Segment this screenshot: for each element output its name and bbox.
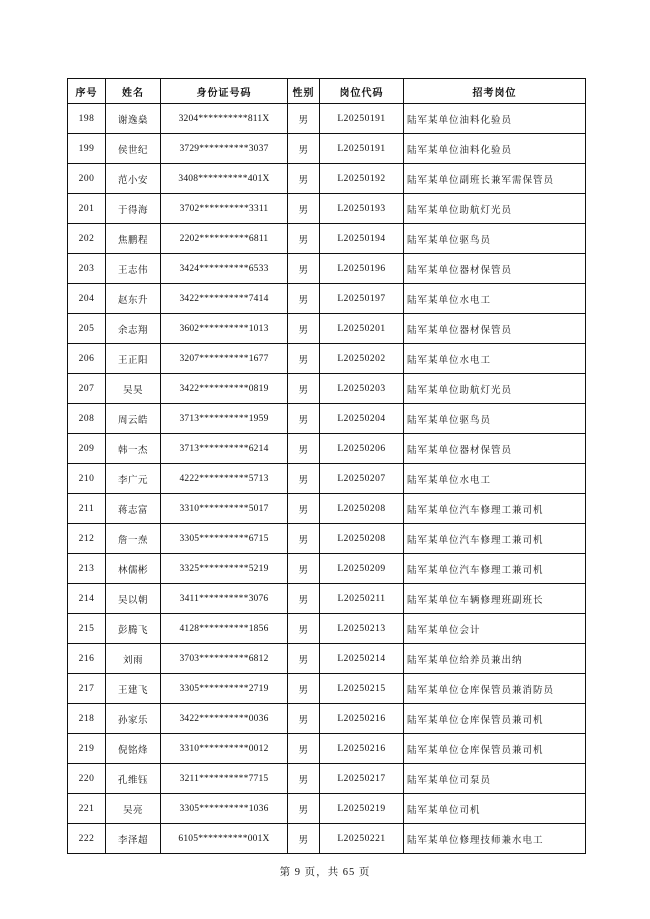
cell-name: 吴亮 — [106, 794, 161, 824]
cell-job-code: L20250209 — [320, 554, 404, 584]
cell-index: 211 — [68, 494, 106, 524]
cell-name: 谢逸燊 — [106, 104, 161, 134]
cell-id-number: 3310**********5017 — [161, 494, 288, 524]
cell-name: 韩一杰 — [106, 434, 161, 464]
cell-job-title: 陆军某单位给养员兼出纳 — [404, 644, 586, 674]
cell-id-number: 3305**********1036 — [161, 794, 288, 824]
cell-index: 198 — [68, 104, 106, 134]
cell-name: 余志翔 — [106, 314, 161, 344]
header-cell-name: 姓名 — [106, 79, 161, 104]
cell-index: 219 — [68, 734, 106, 764]
table-row — [68, 254, 586, 284]
roster-table-container — [67, 78, 586, 854]
cell-job-title: 陆军某单位会计 — [404, 614, 586, 644]
cell-id-number: 6105**********001X — [161, 824, 288, 854]
cell-job-title: 陆军某单位副班长兼军需保管员 — [404, 164, 586, 194]
cell-job-code: L20250208 — [320, 524, 404, 554]
cell-index: 206 — [68, 344, 106, 374]
cell-job-code: L20250217 — [320, 764, 404, 794]
header-cell-index: 序号 — [68, 79, 106, 104]
cell-gender: 男 — [288, 614, 320, 644]
table-row — [68, 134, 586, 164]
cell-id-number: 4128**********1856 — [161, 614, 288, 644]
cell-job-code: L20250206 — [320, 434, 404, 464]
header-cell-job-code: 岗位代码 — [320, 79, 404, 104]
table-row — [68, 284, 586, 314]
cell-index: 205 — [68, 314, 106, 344]
cell-name: 刘雨 — [106, 644, 161, 674]
table-row — [68, 674, 586, 704]
cell-id-number: 3411**********3076 — [161, 584, 288, 614]
page-number-footer: 第 9 页，共 65 页 — [279, 867, 371, 878]
cell-job-title: 陆军某单位车辆修理班副班长 — [404, 584, 586, 614]
cell-name: 蒋志富 — [106, 494, 161, 524]
cell-job-code: L20250215 — [320, 674, 404, 704]
table-row — [68, 554, 586, 584]
cell-gender: 男 — [288, 404, 320, 434]
cell-job-code: L20250194 — [320, 224, 404, 254]
cell-index: 215 — [68, 614, 106, 644]
cell-name: 焦鹏程 — [106, 224, 161, 254]
cell-job-title: 陆军某单位器材保管员 — [404, 254, 586, 284]
cell-id-number: 3207**********1677 — [161, 344, 288, 374]
table-row — [68, 374, 586, 404]
cell-name: 孙家乐 — [106, 704, 161, 734]
cell-index: 201 — [68, 194, 106, 224]
table-row — [68, 614, 586, 644]
cell-job-code: L20250201 — [320, 314, 404, 344]
cell-name: 孔维钰 — [106, 764, 161, 794]
cell-name: 王建飞 — [106, 674, 161, 704]
cell-gender: 男 — [288, 824, 320, 854]
cell-job-title: 陆军某单位仓库保管员兼司机 — [404, 704, 586, 734]
cell-id-number: 3305**********6715 — [161, 524, 288, 554]
table-row — [68, 494, 586, 524]
cell-id-number: 3310**********0012 — [161, 734, 288, 764]
header-row — [68, 79, 586, 104]
cell-job-code: L20250211 — [320, 584, 404, 614]
cell-job-title: 陆军某单位器材保管员 — [404, 434, 586, 464]
cell-name: 林儒彬 — [106, 554, 161, 584]
cell-name: 周云皓 — [106, 404, 161, 434]
cell-job-code: L20250219 — [320, 794, 404, 824]
cell-id-number: 3204**********811X — [161, 104, 288, 134]
table-row — [68, 584, 586, 614]
cell-index: 216 — [68, 644, 106, 674]
cell-index: 210 — [68, 464, 106, 494]
cell-index: 220 — [68, 764, 106, 794]
cell-id-number: 3325**********5219 — [161, 554, 288, 584]
cell-gender: 男 — [288, 134, 320, 164]
cell-job-title: 陆军某单位水电工 — [404, 284, 586, 314]
cell-id-number: 3422**********0036 — [161, 704, 288, 734]
table-row — [68, 734, 586, 764]
cell-gender: 男 — [288, 374, 320, 404]
cell-id-number: 3602**********1013 — [161, 314, 288, 344]
header-cell-id-number: 身份证号码 — [161, 79, 288, 104]
cell-job-code: L20250191 — [320, 134, 404, 164]
cell-id-number: 3424**********6533 — [161, 254, 288, 284]
cell-job-code: L20250204 — [320, 404, 404, 434]
cell-job-code: L20250192 — [320, 164, 404, 194]
cell-job-code: L20250203 — [320, 374, 404, 404]
cell-gender: 男 — [288, 554, 320, 584]
table-row — [68, 344, 586, 374]
cell-job-code: L20250221 — [320, 824, 404, 854]
cell-job-title: 陆军某单位水电工 — [404, 344, 586, 374]
cell-id-number: 3305**********2719 — [161, 674, 288, 704]
cell-index: 214 — [68, 584, 106, 614]
cell-index: 203 — [68, 254, 106, 284]
cell-id-number: 3703**********6812 — [161, 644, 288, 674]
cell-gender: 男 — [288, 794, 320, 824]
cell-gender: 男 — [288, 734, 320, 764]
cell-gender: 男 — [288, 464, 320, 494]
cell-job-title: 陆军某单位驱鸟员 — [404, 404, 586, 434]
cell-job-title: 陆军某单位汽车修理工兼司机 — [404, 554, 586, 584]
cell-job-code: L20250196 — [320, 254, 404, 284]
table-row — [68, 524, 586, 554]
cell-name: 吴以朝 — [106, 584, 161, 614]
table-row — [68, 644, 586, 674]
cell-job-title: 陆军某单位汽车修理工兼司机 — [404, 524, 586, 554]
cell-job-code: L20250193 — [320, 194, 404, 224]
cell-name: 倪铭烽 — [106, 734, 161, 764]
cell-index: 218 — [68, 704, 106, 734]
cell-gender: 男 — [288, 704, 320, 734]
cell-id-number: 3713**********1959 — [161, 404, 288, 434]
cell-job-code: L20250216 — [320, 704, 404, 734]
table-row — [68, 464, 586, 494]
cell-id-number: 4222**********5713 — [161, 464, 288, 494]
cell-job-title: 陆军某单位仓库保管员兼司机 — [404, 734, 586, 764]
cell-gender: 男 — [288, 164, 320, 194]
cell-name: 詹一焘 — [106, 524, 161, 554]
cell-gender: 男 — [288, 254, 320, 284]
cell-job-title: 陆军某单位司机 — [404, 794, 586, 824]
cell-job-title: 陆军某单位汽车修理工兼司机 — [404, 494, 586, 524]
table-row — [68, 704, 586, 734]
table-row — [68, 104, 586, 134]
cell-index: 213 — [68, 554, 106, 584]
cell-gender: 男 — [288, 194, 320, 224]
table-row — [68, 314, 586, 344]
cell-name: 王志伟 — [106, 254, 161, 284]
cell-name: 于得海 — [106, 194, 161, 224]
cell-job-title: 陆军某单位司泵员 — [404, 764, 586, 794]
cell-index: 204 — [68, 284, 106, 314]
table-row — [68, 224, 586, 254]
cell-name: 侯世纪 — [106, 134, 161, 164]
cell-gender: 男 — [288, 104, 320, 134]
cell-id-number: 3729**********3037 — [161, 134, 288, 164]
cell-gender: 男 — [288, 314, 320, 344]
cell-index: 202 — [68, 224, 106, 254]
cell-index: 222 — [68, 824, 106, 854]
cell-gender: 男 — [288, 584, 320, 614]
table-body — [68, 104, 586, 854]
cell-index: 221 — [68, 794, 106, 824]
cell-job-title: 陆军某单位器材保管员 — [404, 314, 586, 344]
cell-index: 200 — [68, 164, 106, 194]
cell-name: 彭腾飞 — [106, 614, 161, 644]
cell-gender: 男 — [288, 644, 320, 674]
cell-id-number: 3211**********7715 — [161, 764, 288, 794]
cell-name: 吴昊 — [106, 374, 161, 404]
cell-job-code: L20250191 — [320, 104, 404, 134]
cell-job-title: 陆军某单位水电工 — [404, 464, 586, 494]
cell-gender: 男 — [288, 434, 320, 464]
table-row — [68, 794, 586, 824]
table-row — [68, 194, 586, 224]
cell-id-number: 3422**********0819 — [161, 374, 288, 404]
cell-index: 199 — [68, 134, 106, 164]
cell-id-number: 3408**********401X — [161, 164, 288, 194]
cell-name: 王正阳 — [106, 344, 161, 374]
cell-index: 208 — [68, 404, 106, 434]
cell-job-title: 陆军某单位仓库保管员兼消防员 — [404, 674, 586, 704]
cell-id-number: 3422**********7414 — [161, 284, 288, 314]
cell-job-code: L20250214 — [320, 644, 404, 674]
cell-gender: 男 — [288, 344, 320, 374]
cell-gender: 男 — [288, 284, 320, 314]
cell-job-code: L20250216 — [320, 734, 404, 764]
table-row — [68, 764, 586, 794]
cell-job-code: L20250208 — [320, 494, 404, 524]
cell-name: 赵东升 — [106, 284, 161, 314]
header-cell-job-title: 招考岗位 — [404, 79, 586, 104]
cell-job-title: 陆军某单位修理技师兼水电工 — [404, 824, 586, 854]
cell-gender: 男 — [288, 224, 320, 254]
table-row — [68, 164, 586, 194]
cell-job-code: L20250202 — [320, 344, 404, 374]
cell-name: 李广元 — [106, 464, 161, 494]
table-row — [68, 404, 586, 434]
cell-job-code: L20250213 — [320, 614, 404, 644]
cell-gender: 男 — [288, 674, 320, 704]
table-row — [68, 434, 586, 464]
cell-gender: 男 — [288, 764, 320, 794]
cell-job-code: L20250197 — [320, 284, 404, 314]
cell-index: 207 — [68, 374, 106, 404]
cell-index: 209 — [68, 434, 106, 464]
table-row — [68, 824, 586, 854]
roster-table — [67, 78, 586, 854]
cell-job-title: 陆军某单位油料化验员 — [404, 104, 586, 134]
cell-name: 李泽超 — [106, 824, 161, 854]
header-cell-gender: 性别 — [288, 79, 320, 104]
cell-gender: 男 — [288, 524, 320, 554]
cell-job-title: 陆军某单位驱鸟员 — [404, 224, 586, 254]
cell-job-title: 陆军某单位助航灯光员 — [404, 194, 586, 224]
cell-id-number: 3702**********3311 — [161, 194, 288, 224]
cell-name: 范小安 — [106, 164, 161, 194]
cell-job-title: 陆军某单位助航灯光员 — [404, 374, 586, 404]
cell-job-code: L20250207 — [320, 464, 404, 494]
cell-id-number: 3713**********6214 — [161, 434, 288, 464]
cell-gender: 男 — [288, 494, 320, 524]
cell-index: 212 — [68, 524, 106, 554]
cell-id-number: 2202**********6811 — [161, 224, 288, 254]
cell-job-title: 陆军某单位油料化验员 — [404, 134, 586, 164]
cell-index: 217 — [68, 674, 106, 704]
